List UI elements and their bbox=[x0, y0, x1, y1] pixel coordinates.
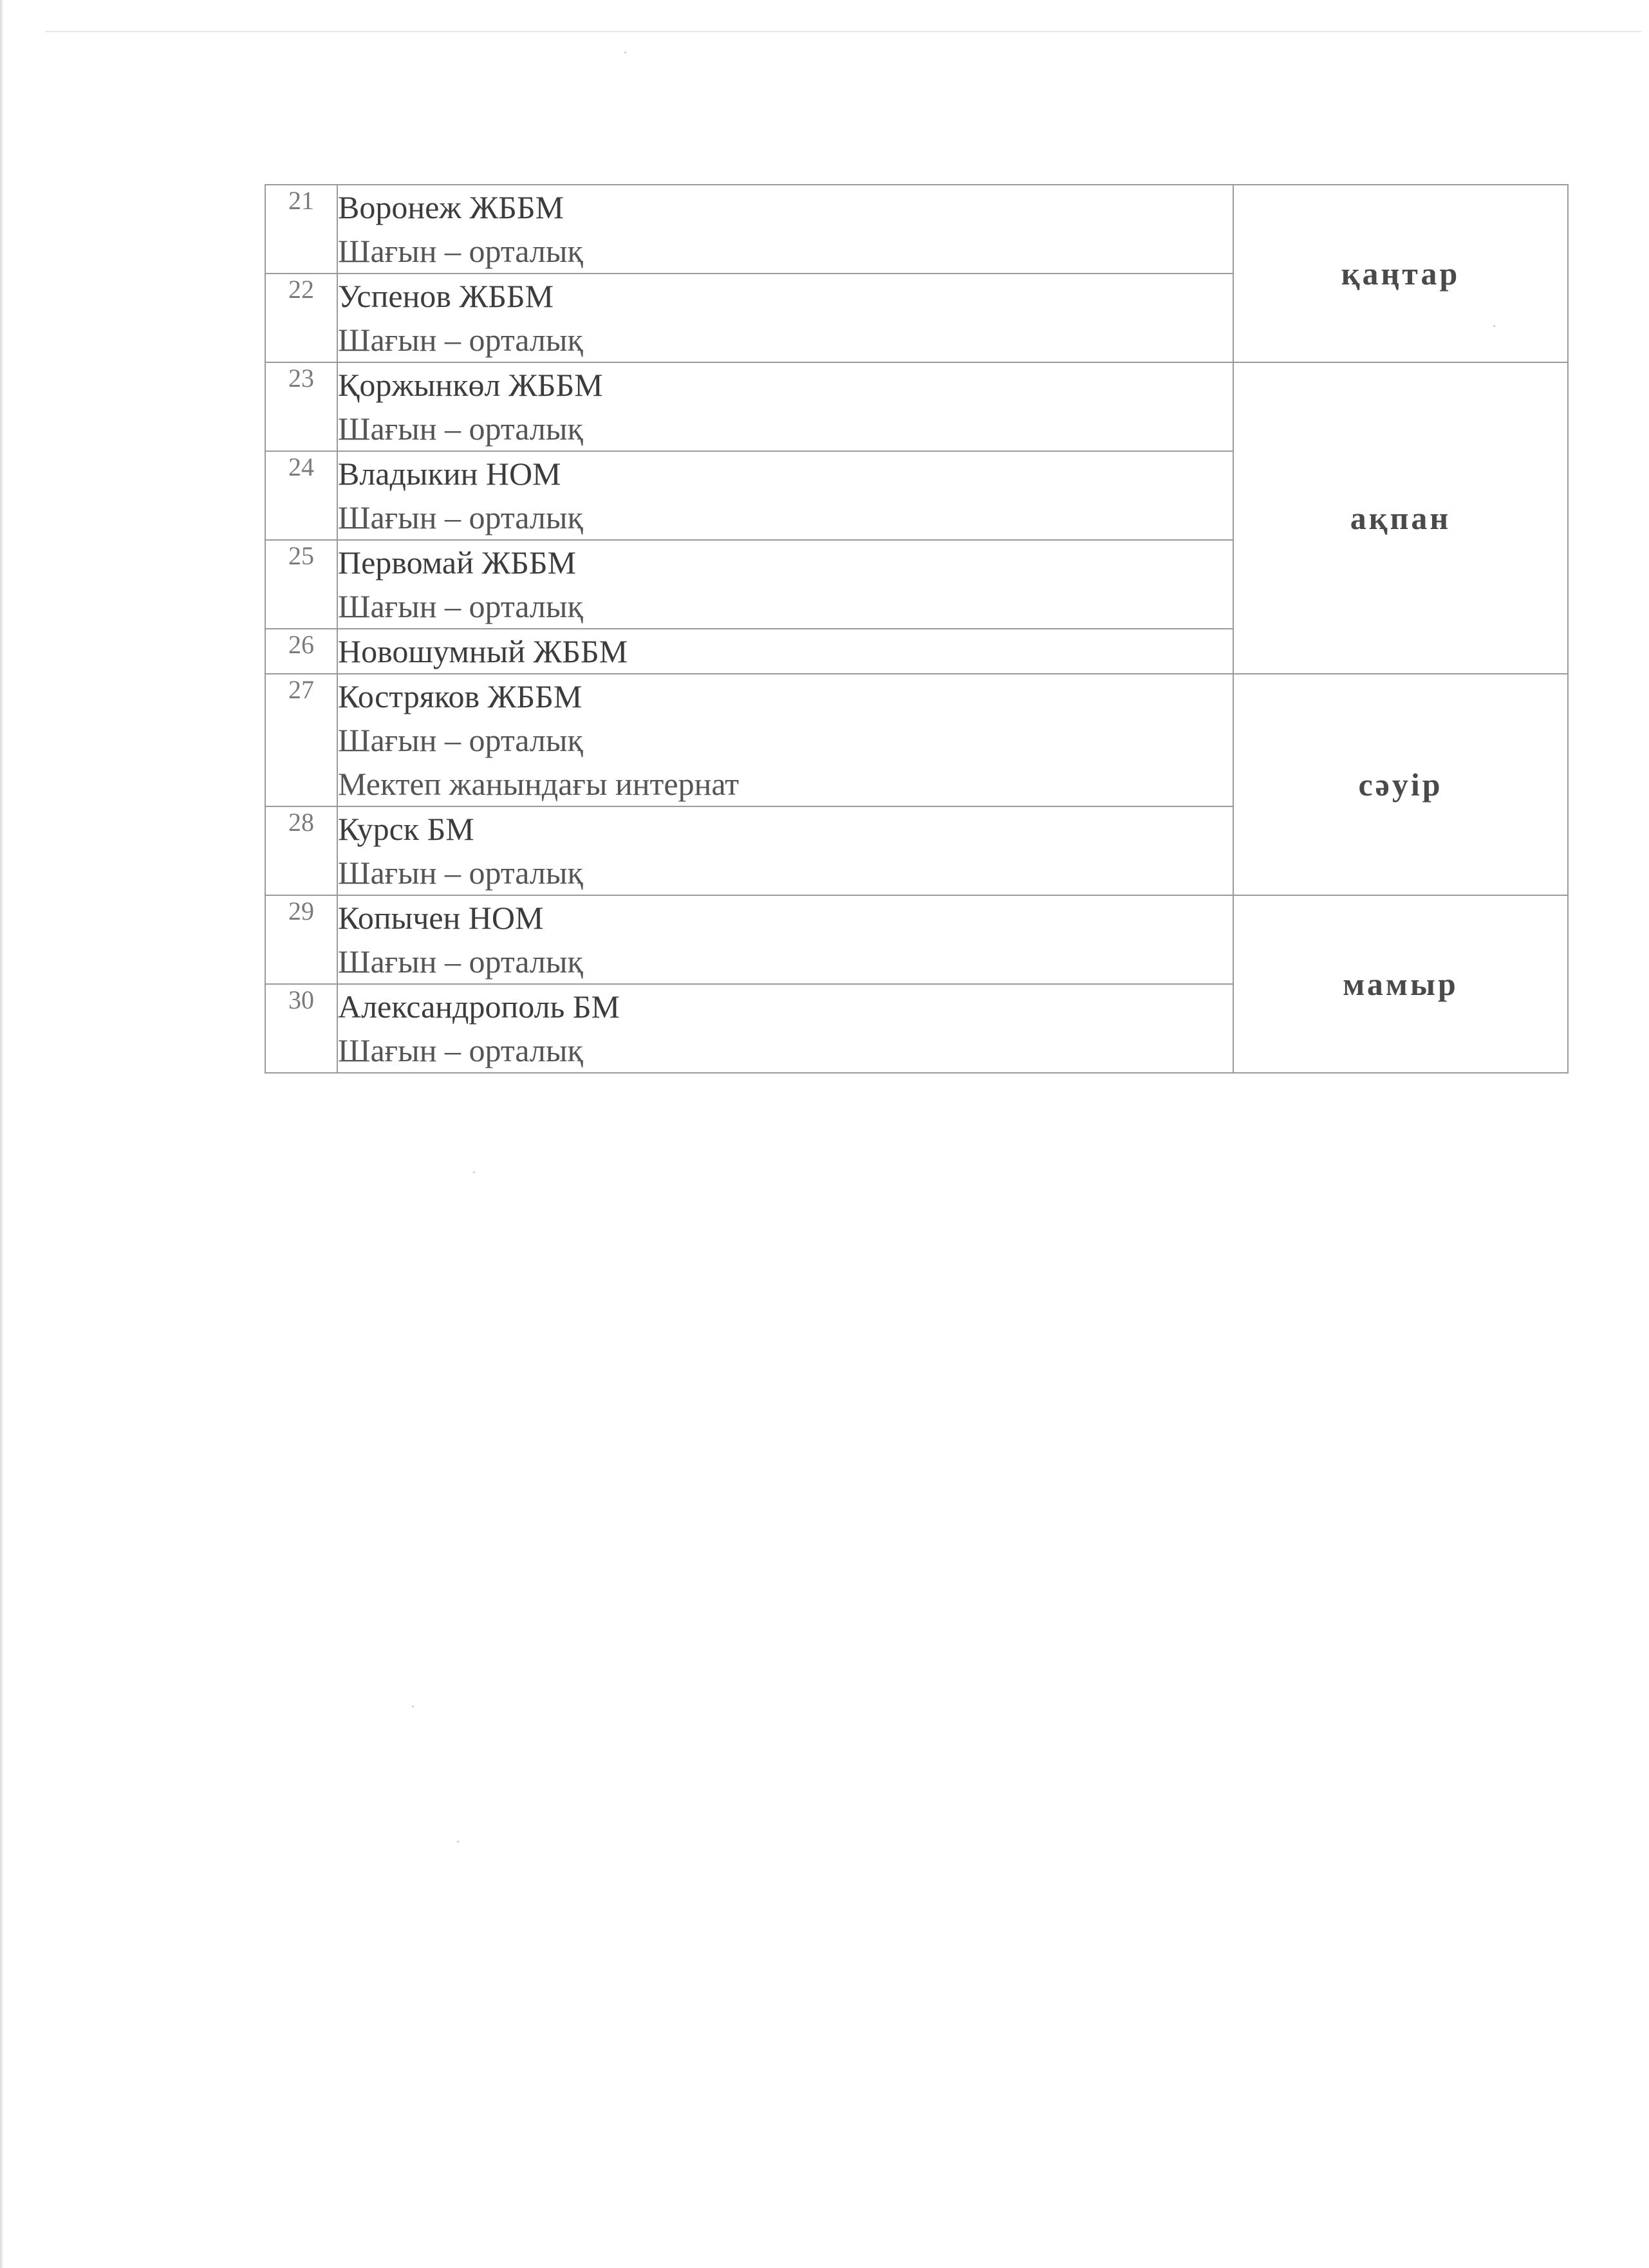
table-row bbox=[265, 185, 1568, 274]
scan-speck bbox=[473, 1171, 475, 1173]
month-cell: қаңтар bbox=[1233, 185, 1568, 362]
table-row bbox=[265, 362, 1568, 451]
scan-speck bbox=[457, 1841, 459, 1843]
school-name: Успенов ЖББМ bbox=[338, 278, 554, 314]
school-name: Александрополь БМ bbox=[338, 989, 620, 1025]
row-number: 24 bbox=[265, 451, 337, 540]
school-name: Воронеж ЖББМ bbox=[338, 189, 564, 225]
school-cell bbox=[337, 806, 1233, 895]
table-row bbox=[265, 674, 1568, 806]
school-cell bbox=[337, 451, 1233, 540]
school-note: Шағын – орталық bbox=[338, 722, 583, 758]
school-note: Шағын – орталық bbox=[338, 855, 583, 891]
school-note: Шағын – орталық bbox=[338, 943, 583, 980]
table-row bbox=[265, 895, 1568, 984]
row-number: 21 bbox=[265, 185, 337, 274]
school-cell bbox=[337, 274, 1233, 362]
schedule-table bbox=[265, 184, 1569, 1074]
school-cell bbox=[337, 895, 1233, 984]
school-note: Шағын – орталық bbox=[338, 233, 583, 269]
school-name: Новошумный ЖББМ bbox=[338, 633, 628, 669]
school-cell bbox=[337, 540, 1233, 629]
row-number: 25 bbox=[265, 540, 337, 629]
scan-speck bbox=[412, 1706, 414, 1707]
school-note: Шағын – орталық bbox=[338, 499, 583, 535]
school-cell bbox=[337, 984, 1233, 1073]
school-cell bbox=[337, 362, 1233, 451]
row-number: 23 bbox=[265, 362, 337, 451]
row-number: 26 bbox=[265, 629, 337, 674]
school-name: Владыкин НОМ bbox=[338, 456, 561, 492]
school-cell bbox=[337, 185, 1233, 274]
school-cell bbox=[337, 674, 1233, 806]
scan-edge-shadow bbox=[0, 0, 4, 2268]
month-cell: мамыр bbox=[1233, 895, 1568, 1073]
month-cell: сәуір bbox=[1233, 674, 1568, 895]
school-note: Шағын – орталық bbox=[338, 322, 583, 358]
school-note: Шағын – орталық bbox=[338, 588, 583, 624]
school-note: Шағын – орталық bbox=[338, 1032, 583, 1068]
row-number: 27 bbox=[265, 674, 337, 806]
school-name: Копычен НОМ bbox=[338, 900, 544, 936]
school-name: Костряков ЖББМ bbox=[338, 678, 582, 714]
row-number: 22 bbox=[265, 274, 337, 362]
school-name: Курск БМ bbox=[338, 811, 474, 847]
row-number: 29 bbox=[265, 895, 337, 984]
scan-speck bbox=[624, 51, 626, 53]
school-note: Шағын – орталық bbox=[338, 411, 583, 447]
school-name: Первомай ЖББМ bbox=[338, 544, 577, 581]
month-cell: ақпан bbox=[1233, 362, 1568, 674]
school-cell bbox=[337, 629, 1233, 674]
row-number: 28 bbox=[265, 806, 337, 895]
school-note: Мектеп жанындағы интернат bbox=[338, 766, 740, 802]
row-number: 30 bbox=[265, 984, 337, 1073]
scan-top-line bbox=[45, 31, 1641, 32]
school-name: Қоржынкөл ЖББМ bbox=[338, 367, 603, 403]
